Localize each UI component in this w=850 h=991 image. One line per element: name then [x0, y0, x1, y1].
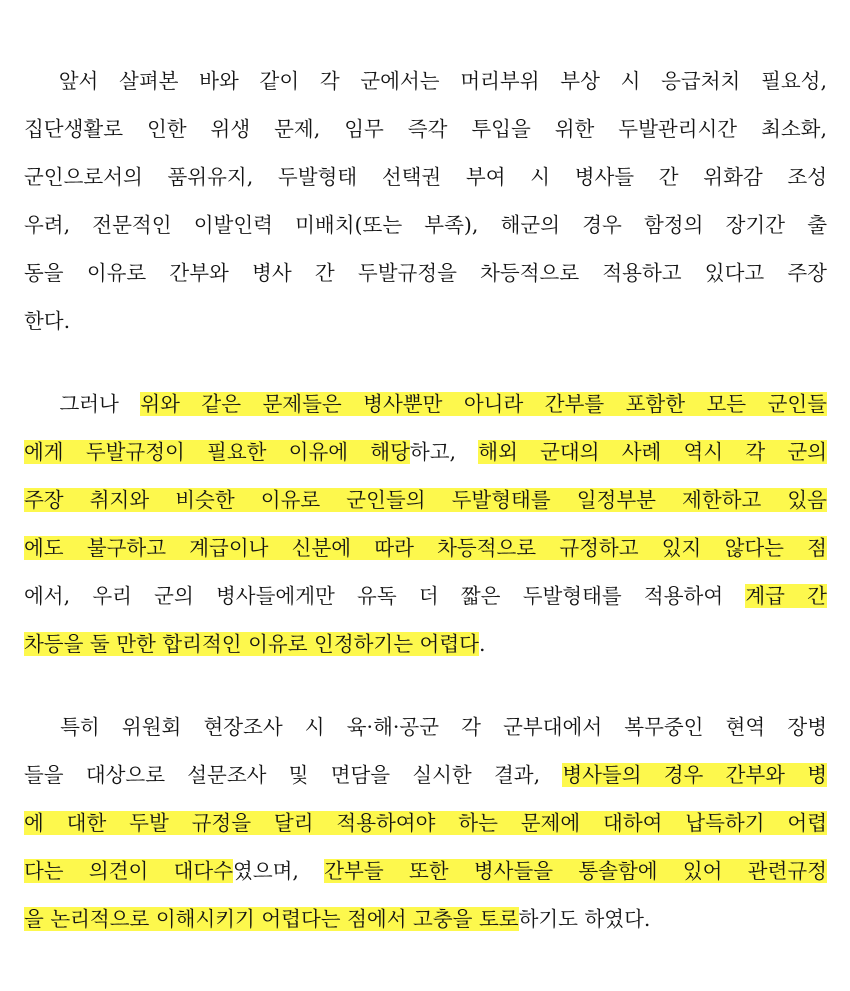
highlighted-text: 을 논리적으로 이해시키기 어렵다는 점에서 고충을 토로 [24, 907, 519, 931]
text-line [24, 483, 827, 517]
text-line [24, 160, 827, 194]
text-line [24, 64, 827, 98]
text-line [24, 627, 827, 661]
text-segment: 한다. [24, 309, 71, 333]
highlighted-text: 계급 간 [745, 584, 827, 608]
text-segment: . [478, 632, 486, 656]
text-line [24, 579, 827, 613]
text-line [24, 902, 827, 936]
text-line [24, 208, 827, 242]
text-line [24, 256, 827, 290]
text-segment: 들을 대상으로 설문조사 및 면담을 실시한 결과, [24, 763, 563, 787]
text-segment: 에서, 우리 군의 병사들에게만 유독 더 짧은 두발형태를 적용하여 [24, 584, 746, 608]
text-line [24, 710, 827, 744]
text-segment: 그러나 [24, 392, 141, 416]
highlighted-text: 주장 취지와 비슷한 이유로 군인들의 두발형태를 일정부분 제한하고 있음 [24, 488, 827, 512]
text-segment: 하기도 하였다. [518, 907, 651, 931]
text-line [24, 112, 827, 146]
highlighted-text: 에게 두발규정이 필요한 이유에 해당 [24, 440, 410, 464]
text-segment: 였으며, [233, 859, 325, 883]
highlighted-text: 해외 군대의 사례 역시 각 군의 [478, 440, 827, 464]
text-line [24, 758, 827, 792]
highlighted-text: 위와 같은 문제들은 병사뿐만 아니라 간부를 포함한 모든 군인들 [140, 392, 827, 416]
highlighted-text: 다는 의견이 대다수 [24, 859, 234, 883]
highlighted-text: 에 대한 두발 규정을 달리 적용하여야 하는 문제에 대하여 납득하기 어렵 [24, 811, 827, 835]
highlighted-text: 간부들 또한 병사들을 통솔함에 있어 관련규정 [324, 859, 827, 883]
text-segment: 군인으로서의 품위유지, 두발형태 선택권 부여 시 병사들 간 위화감 조성 [24, 165, 827, 189]
text-segment: 앞서 살펴본 바와 같이 각 군에서는 머리부위 부상 시 응급처치 필요성, [24, 69, 827, 93]
text-line [24, 854, 827, 888]
highlighted-text: 에도 불구하고 계급이나 신분에 따라 차등적으로 규정하고 있지 않다는 점 [24, 536, 827, 560]
text-line [24, 304, 827, 338]
text-segment: 하고, [409, 440, 479, 464]
text-segment: 동을 이유로 간부와 병사 간 두발규정을 차등적으로 적용하고 있다고 주장 [24, 261, 827, 285]
text-segment: 우려, 전문적인 이발인력 미배치(또는 부족), 해군의 경우 함정의 장기간 출 [24, 213, 827, 237]
text-line [24, 387, 827, 421]
text-segment: 집단생활로 인한 위생 문제, 임무 즉각 투입을 위한 두발관리시간 최소화, [24, 117, 827, 141]
text-line [24, 435, 827, 469]
text-line [24, 531, 827, 565]
text-segment: 특히 위원회 현장조사 시 육·해·공군 각 군부대에서 복무중인 현역 장병 [24, 715, 827, 739]
highlighted-text: 병사들의 경우 간부와 병 [562, 763, 827, 787]
highlighted-text: 차등을 둘 만한 합리적인 이유로 인정하기는 어렵다 [24, 632, 479, 656]
text-line [24, 806, 827, 840]
